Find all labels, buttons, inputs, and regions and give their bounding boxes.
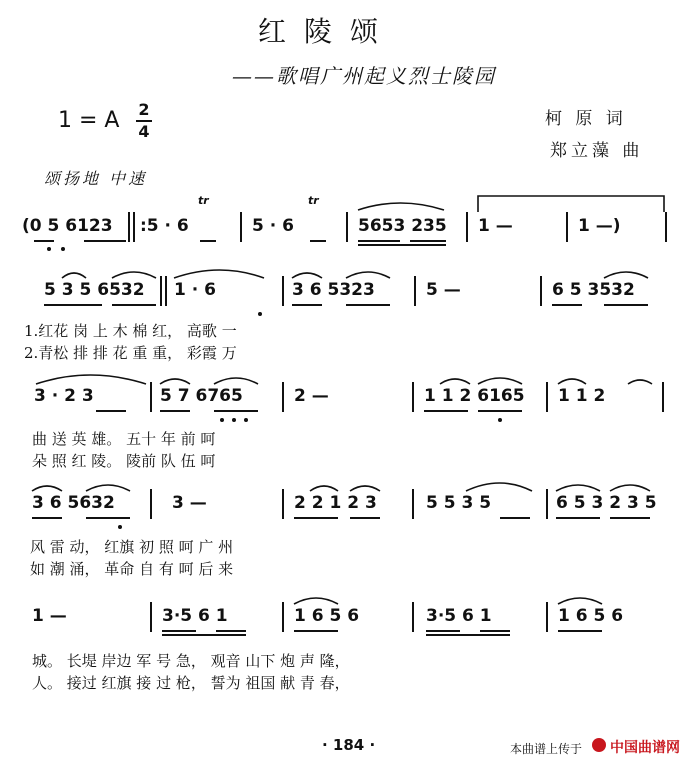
repeat-barline	[165, 276, 167, 306]
slur	[628, 380, 652, 384]
low-octave-dot	[258, 312, 262, 316]
measure: 3·5 6 1	[426, 606, 492, 626]
low-octave-dot	[244, 418, 248, 422]
barline	[412, 489, 414, 519]
slur	[440, 379, 470, 384]
underline	[44, 304, 102, 306]
tempo-marking: 颂扬地 中速	[44, 169, 148, 188]
slur	[350, 486, 380, 491]
barline	[412, 382, 414, 412]
underline	[292, 304, 322, 306]
barline	[150, 489, 152, 519]
underline	[32, 517, 62, 519]
barline	[282, 602, 284, 632]
slur	[556, 485, 600, 491]
lyrics-verse-1: 1.红花 岗 上 木 棉 红， 高歌 一	[24, 322, 237, 340]
tie	[466, 483, 532, 491]
barline	[282, 382, 284, 412]
underline	[480, 630, 510, 632]
measure: 3 · 2 3	[34, 386, 94, 406]
barline	[128, 212, 130, 242]
lyrics-verse-1: 曲 送 英 雄。 五十 年 前 呵	[32, 430, 216, 448]
slur	[610, 485, 650, 491]
barline	[546, 489, 548, 519]
underline	[500, 517, 530, 519]
low-octave-dot	[61, 247, 65, 251]
underline	[96, 410, 126, 412]
barline	[240, 212, 242, 242]
measure: 2 —	[294, 386, 329, 406]
slur	[310, 486, 338, 491]
slur	[32, 486, 62, 491]
barline	[346, 212, 348, 242]
barline	[282, 276, 284, 306]
underline	[310, 240, 326, 242]
underline	[604, 304, 648, 306]
barline	[150, 602, 152, 632]
slur	[214, 378, 258, 384]
underline	[294, 517, 338, 519]
underline	[294, 630, 338, 632]
slur	[62, 273, 86, 278]
time-signature-numerator: 2	[138, 100, 150, 119]
low-octave-dot	[118, 525, 122, 529]
underline	[162, 630, 196, 632]
underline	[160, 410, 190, 412]
slur	[478, 378, 522, 384]
lyrics-verse-2: 朵 照 红 陵。 陵前 队 伍 呵	[32, 452, 216, 470]
measure: 5 5 3 5	[426, 493, 492, 513]
site-logo: 中国曲谱网	[610, 740, 680, 756]
low-octave-dot	[232, 418, 236, 422]
measure: 3 6 5632	[32, 493, 115, 513]
measure: 5 —	[426, 280, 461, 300]
measure: 1 · 6	[174, 280, 216, 300]
lyricist-credit: 柯 原 词	[545, 109, 627, 129]
intro-measure-6: 1 —)	[578, 216, 621, 236]
measure: 3 6 5323	[292, 280, 375, 300]
lyrics-verse-2: 人。 接过 红旗 接 过 枪， 誓为 祖国 献 青 春，	[32, 674, 350, 692]
low-octave-dot	[220, 418, 224, 422]
underline	[214, 410, 258, 412]
underline	[410, 240, 446, 242]
composer-credit: 郑立藻 曲	[550, 141, 644, 161]
volta-bracket	[478, 196, 664, 212]
barline	[414, 276, 416, 306]
slur	[604, 272, 648, 278]
barline	[566, 212, 568, 242]
low-octave-dot	[47, 247, 51, 251]
slur	[558, 598, 602, 604]
underline	[350, 517, 380, 519]
slur	[558, 379, 586, 384]
low-octave-dot	[498, 418, 502, 422]
underline	[84, 240, 126, 242]
slur	[86, 485, 130, 491]
key-signature: 1 = A	[58, 108, 120, 133]
measure: 5 3 5 6532	[44, 280, 145, 300]
barline	[150, 382, 152, 412]
measure: 3 —	[172, 493, 207, 513]
tie	[36, 375, 146, 384]
barline	[160, 276, 162, 306]
underline	[112, 304, 156, 306]
lyrics-verse-2: 2.青松 排 排 花 重 重， 彩霞 万	[24, 344, 237, 362]
measure: 5 7 6765	[160, 386, 243, 406]
song-subtitle: ——歌唱广州起义烈士陵园	[232, 64, 496, 88]
slur	[292, 273, 322, 278]
measure: 1 —	[32, 606, 67, 626]
barline	[662, 382, 664, 412]
underline	[358, 240, 400, 242]
lyrics-verse-1: 城。 长堤 岸边 军 号 急， 观音 山下 炮 声 隆，	[32, 652, 350, 670]
underline	[478, 410, 522, 412]
song-title: 红陵颂	[258, 15, 397, 48]
barline	[282, 489, 284, 519]
intro-measure-5: 1 —	[478, 216, 513, 236]
intro-measure-3: 5 · 6	[252, 216, 294, 236]
underline	[552, 304, 582, 306]
slur	[346, 272, 390, 278]
underline	[162, 634, 246, 636]
underline	[34, 240, 54, 242]
measure: 6 5 3 2 3 5	[556, 493, 657, 513]
measure: 1 1 2 6165	[424, 386, 525, 406]
barline	[540, 276, 542, 306]
intro-measure-1: (0 5 6123	[22, 216, 113, 236]
underline	[556, 517, 600, 519]
trill-ornament: tr	[198, 194, 209, 207]
tie	[174, 270, 264, 278]
slur	[112, 272, 156, 278]
underline	[426, 630, 460, 632]
measure: 6 5 3532	[552, 280, 635, 300]
time-signature-denominator: 4	[138, 122, 150, 141]
upload-note: 本曲谱上传于	[510, 742, 583, 756]
intro-measure-2: :5 · 6	[140, 216, 189, 236]
lyrics-verse-1: 风 雷 动， 红旗 初 照 呵 广 州	[30, 538, 234, 556]
underline	[216, 630, 246, 632]
slur	[294, 598, 338, 604]
measure: 1 1 2	[558, 386, 606, 406]
barline	[546, 382, 548, 412]
measure: 1 6 5 6	[294, 606, 360, 626]
repeat-barline	[133, 212, 135, 242]
underline	[346, 304, 390, 306]
underline	[358, 244, 446, 246]
tie	[358, 203, 444, 210]
slur	[160, 379, 190, 384]
measure: 3·5 6 1	[162, 606, 228, 626]
underline	[610, 517, 650, 519]
site-logo-icon	[592, 738, 606, 752]
page-number: · 184 ·	[322, 736, 376, 754]
lyrics-verse-2: 如 潮 涌， 革命 自 有 呵 后 来	[30, 560, 234, 578]
underline	[558, 630, 602, 632]
underline	[424, 410, 468, 412]
measure: 1 6 5 6	[558, 606, 624, 626]
barline	[546, 602, 548, 632]
measure: 2 2 1 2 3	[294, 493, 377, 513]
barline	[412, 602, 414, 632]
underline	[200, 240, 216, 242]
underline	[426, 634, 510, 636]
intro-measure-4: 5653 235	[358, 216, 447, 236]
underline	[86, 517, 130, 519]
final-barline	[665, 212, 667, 242]
trill-ornament: tr	[308, 194, 319, 207]
barline	[466, 212, 468, 242]
